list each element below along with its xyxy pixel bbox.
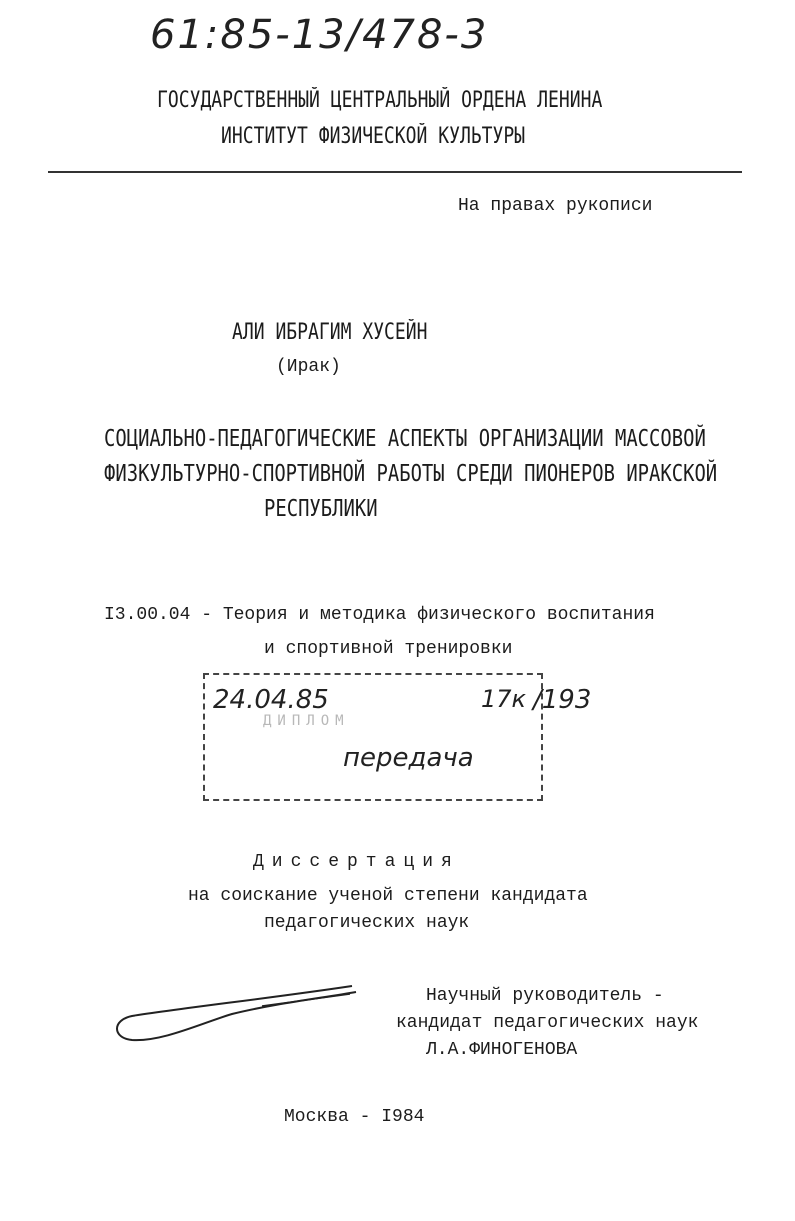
signature-drawing: [112, 978, 362, 1058]
institution-line-2: ИНСТИТУТ ФИЗИЧЕСКОЙ КУЛЬТУРЫ: [221, 124, 526, 149]
rights-note: На правах рукописи: [458, 196, 653, 216]
supervisor-name: Л.А.ФИНОГЕНОВА: [426, 1040, 578, 1060]
archive-number: 61:85-13/478-3: [150, 12, 489, 58]
supervisor-line-2: кандидат педагогических наук: [396, 1013, 699, 1033]
supervisor-line-1: Научный руководитель -: [426, 986, 664, 1006]
stamp-faded-text: ДИПЛОМ: [263, 713, 350, 729]
specialty-line-1: I3.00.04 - Теория и методика физического воспитания: [104, 605, 655, 625]
header-rule: [48, 171, 742, 173]
title-line-3: РЕСПУБЛИКИ: [264, 496, 378, 522]
dissertation-line-2: педагогических наук: [264, 913, 470, 933]
title-line-2: ФИЗКУЛЬТУРНО-СПОРТИВНОЙ РАБОТЫ СРЕДИ ПИОНЕРОВ ИРАКСКОЙ: [104, 461, 718, 487]
dissertation-line-1: на соискание ученой степени кандидата: [188, 886, 588, 906]
author-name: АЛИ ИБРАГИМ ХУСЕЙН: [232, 320, 428, 345]
title-line-1: СОЦИАЛЬНО-ПЕДАГОГИЧЕСКИЕ АСПЕКТЫ ОРГАНИЗАЦИИ МАССОВОЙ: [104, 426, 706, 452]
stamp-number: /193: [533, 685, 592, 715]
specialty-line-2: и спортивной тренировки: [264, 639, 513, 659]
stamp-code: 17к: [481, 685, 527, 713]
institution-line-1: ГОСУДАРСТВЕННЫЙ ЦЕНТРАЛЬНЫЙ ОРДЕНА ЛЕНИНА: [157, 88, 603, 113]
stamp-handwritten-word: передача: [343, 743, 474, 773]
library-stamp: [203, 673, 592, 801]
city-year: Москва - I984: [284, 1107, 425, 1127]
stamp-date: 24.04.85: [213, 685, 329, 715]
dissertation-label: Диссертация: [253, 852, 460, 872]
author-country: (Ирак): [276, 357, 341, 377]
